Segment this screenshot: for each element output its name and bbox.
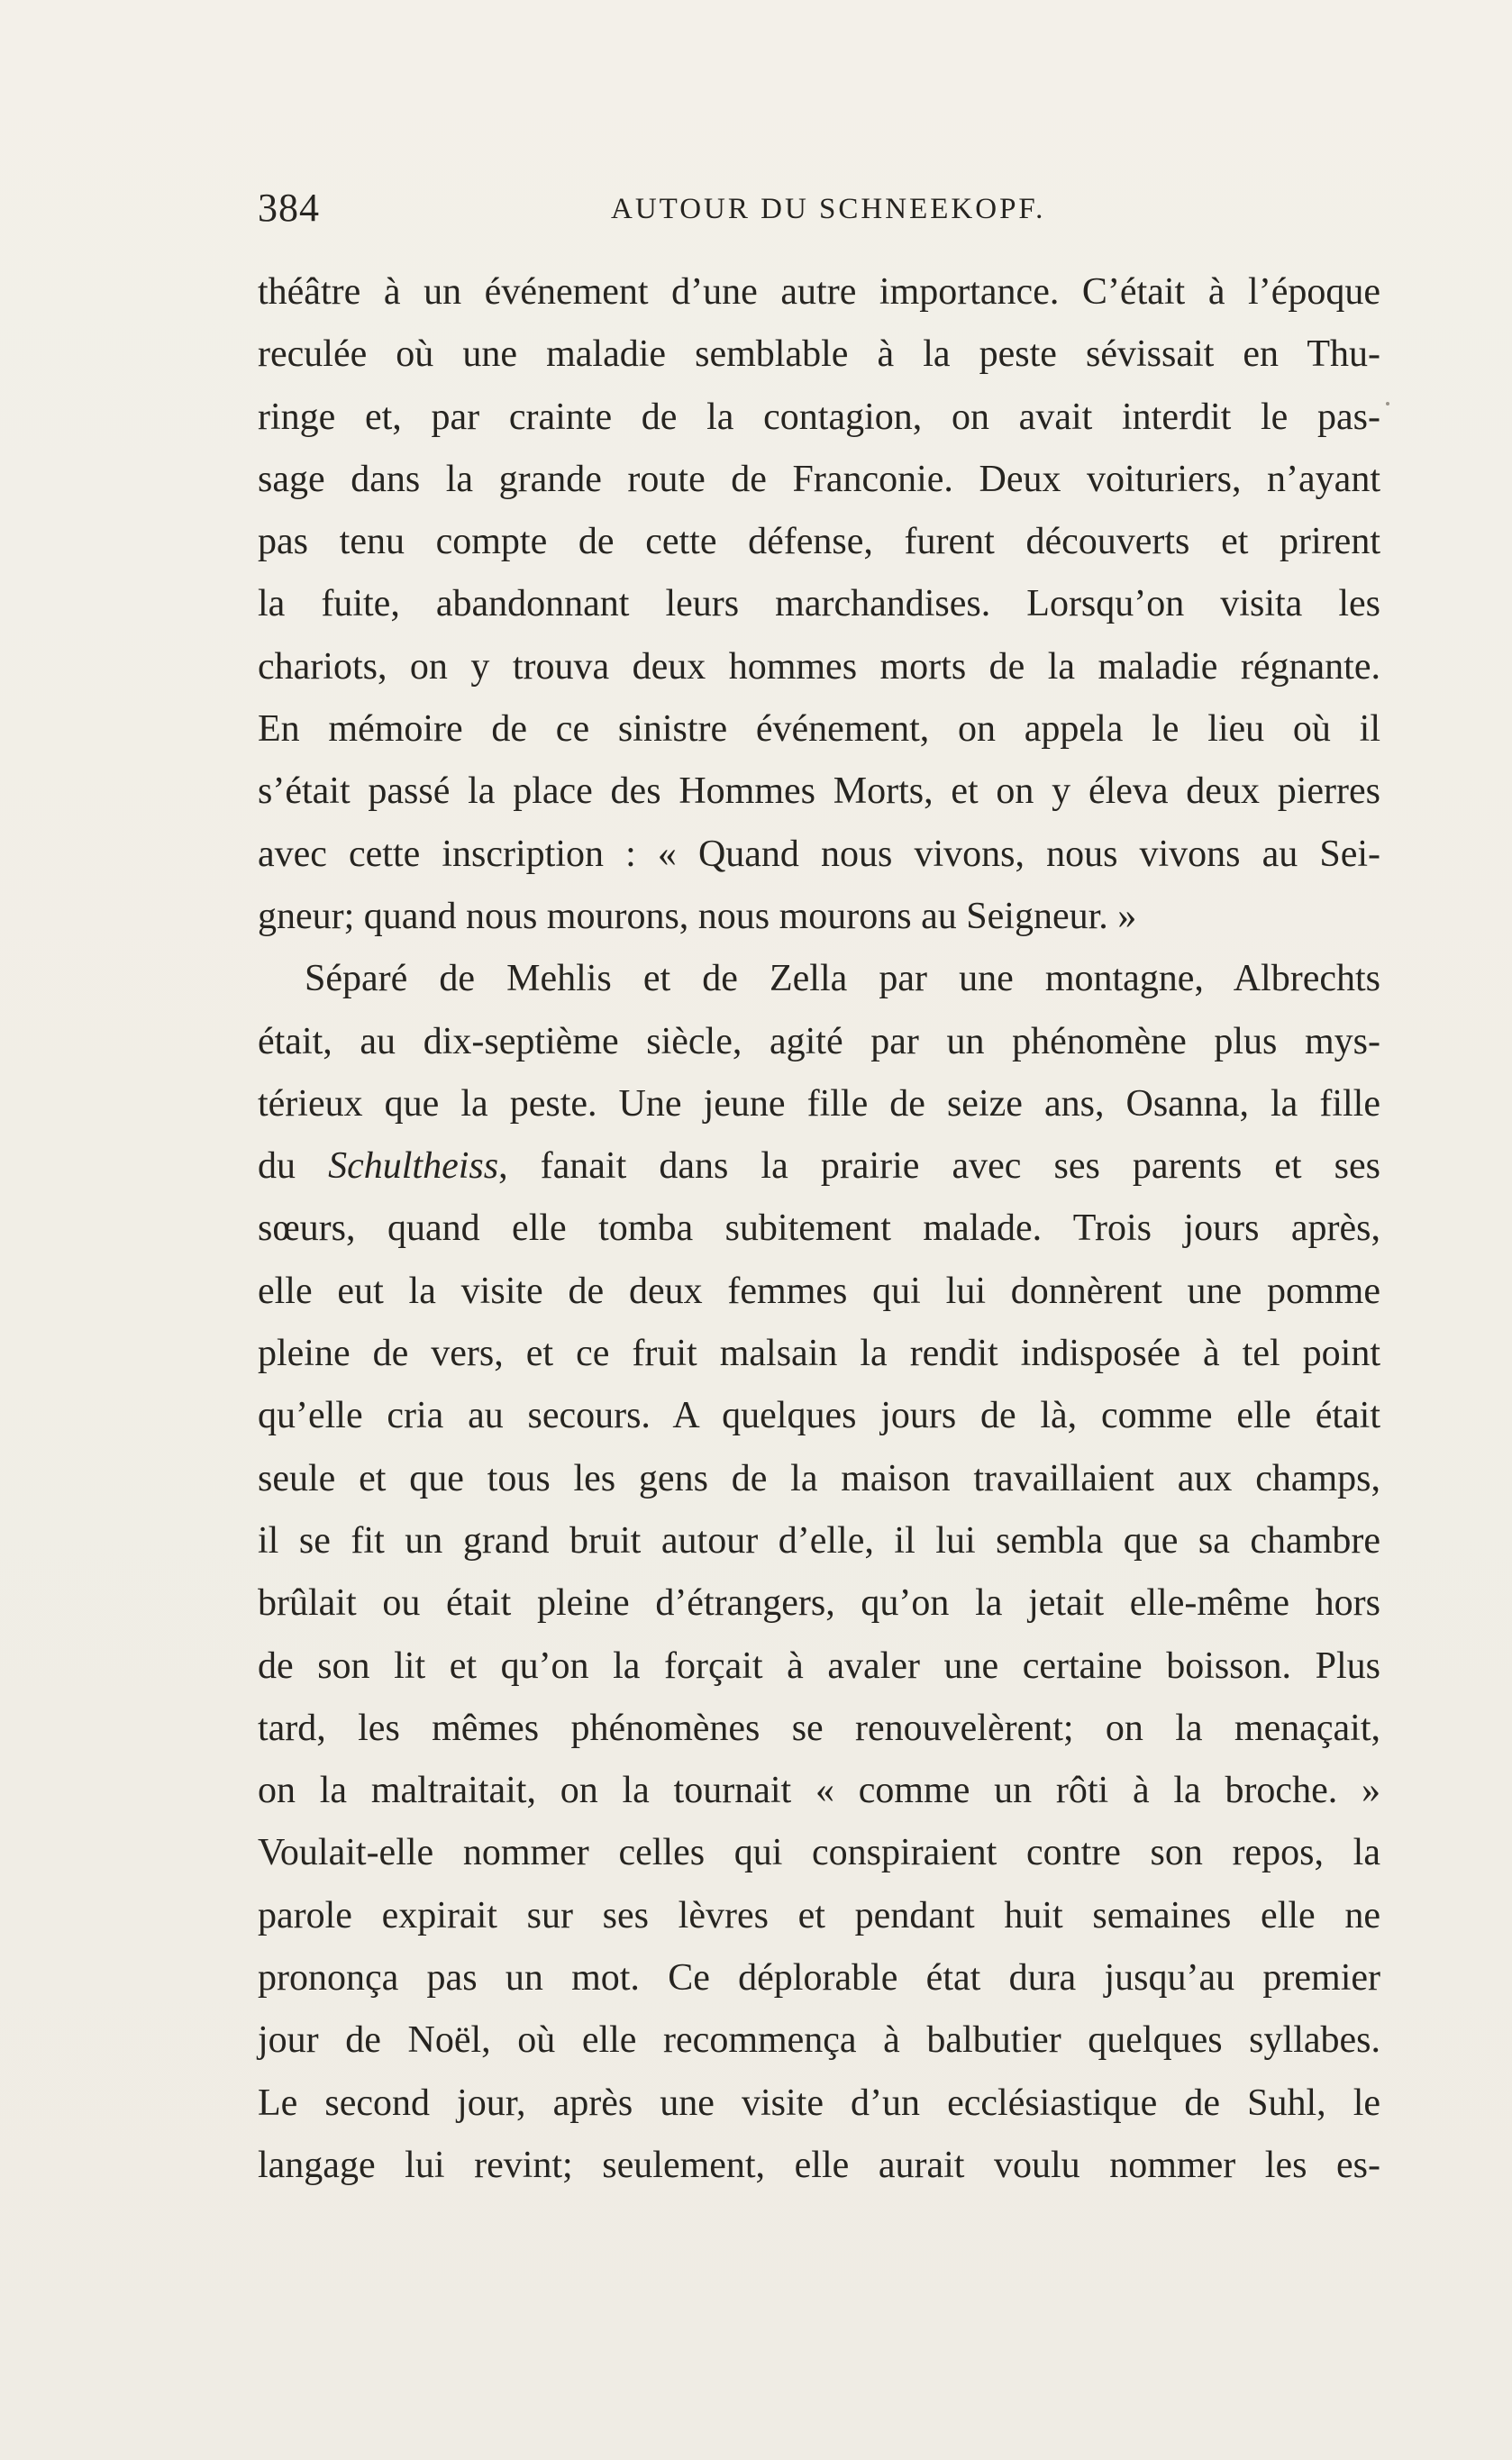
text-line: Voulait-elle nommer celles qui conspiraient contre son repos, la (258, 1832, 1380, 1874)
text-line-with-italic (258, 1135, 1380, 1198)
text-line: ringe et, par crainte de la contagion, on avait interdit le pas- (258, 396, 1380, 438)
text-line: sage dans la grande route de Franconie. Deux voituriers, n’ayant (258, 458, 1380, 500)
text-line: tard, les mêmes phénomènes se renouvelèrent; on la menaçait, (258, 1707, 1380, 1749)
text-line: prononça pas un mot. Ce déplorable état dura jusqu’au premier (258, 1957, 1380, 2000)
italic-term: Schultheiss (328, 1145, 499, 1188)
line-rest: , fanait dans la prairie avec ses parents et ses (498, 1145, 1381, 1188)
text-line: s’était passé la place des Hommes Morts, et on y éleva deux pierres (258, 770, 1380, 813)
text-line: jour de Noël, où elle recommença à balbutier quelques syllabes. (258, 2019, 1380, 2062)
text-line: il se fit un grand bruit autour d’elle, il lui sembla que sa chambre (258, 1519, 1380, 1562)
text-line: théâtre à un événement d’une autre importance. C’était à l’époque (258, 271, 1380, 313)
text-line: avec cette inscription : « Quand nous vivons, nous vivons au Sei- (258, 833, 1380, 875)
text-line: reculée où une maladie semblable à la peste sévissait en Thu- (258, 333, 1380, 376)
text-line: on la maltraitait, on la tournait « comme un rôti à la broche. » (258, 1770, 1380, 1812)
page-number: 384 (258, 186, 320, 230)
text-line: chariots, on y trouva deux hommes morts de la maladie régnante. (258, 645, 1380, 688)
stray-ink-mark (1386, 402, 1389, 405)
text-line: brûlait ou était pleine d’étrangers, qu’on la jetait elle-même hors (258, 1582, 1380, 1625)
text-line: térieux que la peste. Une jeune fille de seize ans, Osanna, la fille (258, 1082, 1380, 1125)
body-text (258, 261, 1380, 2197)
text-line: de son lit et qu’on la forçait à avaler une certaine boisson. Plus (258, 1645, 1380, 1687)
line-start: du (258, 1145, 329, 1188)
text-line: pleine de vers, et ce fruit malsain la rendit indisposée à tel point (258, 1333, 1380, 1375)
text-line: était, au dix-septième siècle, agité par un phénomène plus mys- (258, 1020, 1380, 1062)
running-head (258, 186, 1375, 231)
running-title: AUTOUR DU SCHNEEKOPF. (611, 193, 1046, 225)
text-line: seule et que tous les gens de la maison travaillaient aux champs, (258, 1457, 1380, 1499)
text-line: En mémoire de ce sinistre événement, on appela le lieu où il (258, 708, 1380, 751)
paragraph-end-line: gneur; quand nous mourons, nous mourons au Seigneur. » (258, 895, 1137, 937)
text-line: la fuite, abandonnant leurs marchandises. Lorsqu’on visita les (258, 583, 1380, 625)
text-line: langage lui revint; seulement, elle aurait voulu nommer les es- (258, 2144, 1380, 2186)
text-line: sœurs, quand elle tomba subitement malade. Trois jours après, (258, 1207, 1380, 1250)
text-line: qu’elle cria au secours. A quelques jours de là, comme elle était (258, 1395, 1380, 1437)
text-line: elle eut la visite de deux femmes qui lui donnèrent une pomme (258, 1270, 1380, 1312)
paragraph-start-line: Séparé de Mehlis et de Zella par une montagne, Albrechts (305, 958, 1380, 1000)
text-line: parole expirait sur ses lèvres et pendant huit semaines elle ne (258, 1894, 1380, 1936)
text-line: pas tenu compte de cette défense, furent découverts et prirent (258, 521, 1380, 563)
text-line: Le second jour, après une visite d’un ecclésiastique de Suhl, le (258, 2082, 1380, 2124)
